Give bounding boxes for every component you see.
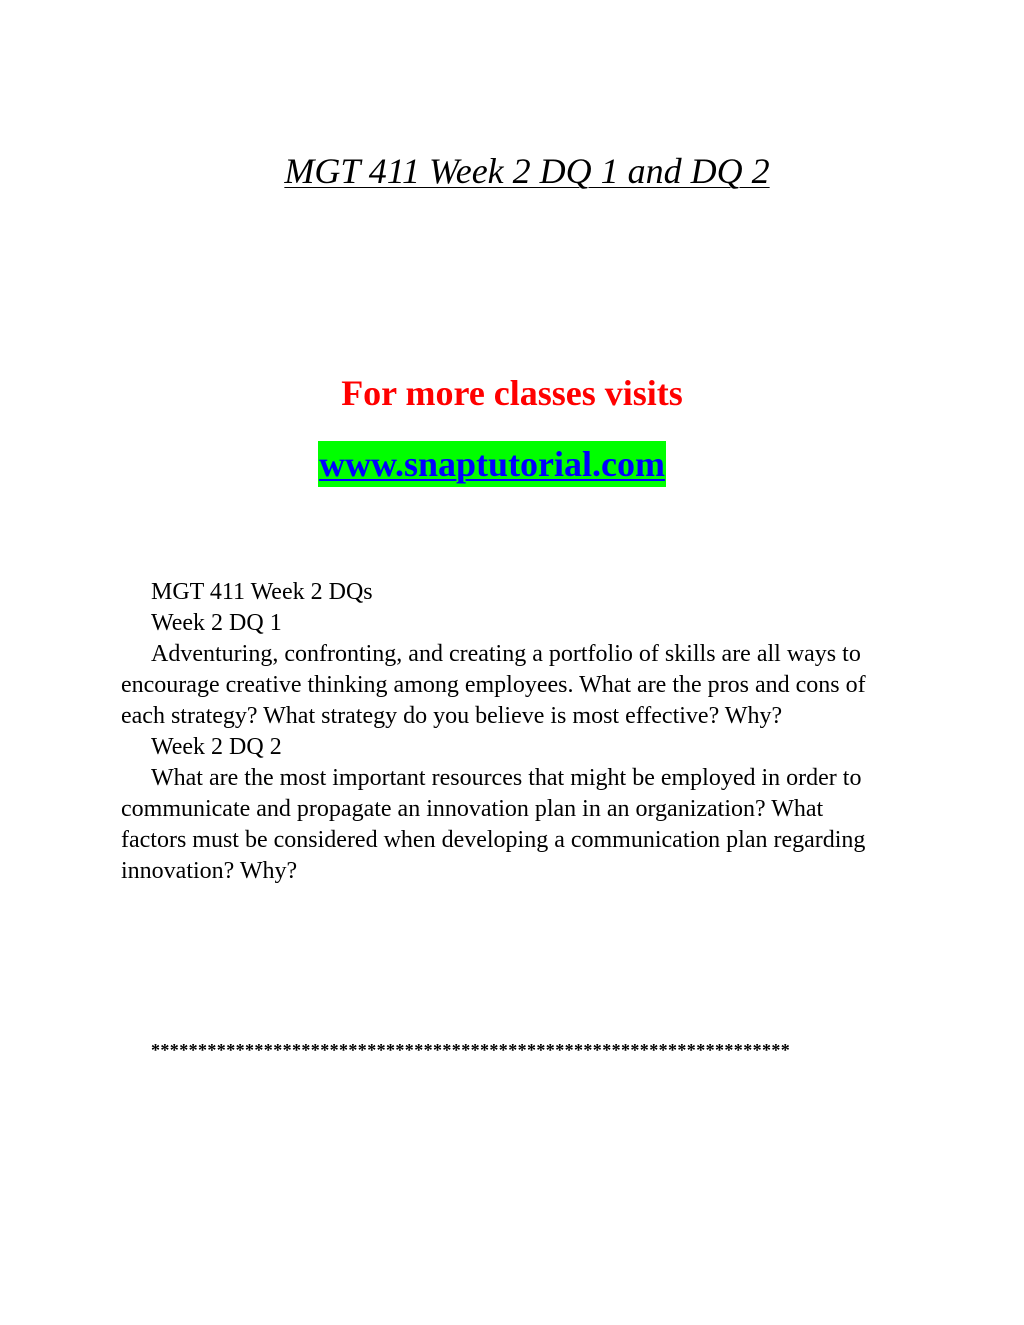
dq1-heading: Week 2 DQ 1 <box>151 610 282 636</box>
dq1-question: Adventuring, confronting, and creating a portfolio of skills are all ways to encourage creative thinking among employees. What are the pros and cons of each strategy? What strategy do you believe is most effective? Why? <box>121 641 866 729</box>
document-title: MGT 411 Week 2 DQ 1 and DQ 2 <box>284 151 770 191</box>
asterisk-separator: ******************************************************************** <box>151 1040 791 1060</box>
dq2-question: What are the most important resources that might be employed in order to communicate and propagate an innovation plan in an organization? What factors must be considered when developing a communication plan regarding innovation? Why? <box>121 765 866 884</box>
website-link[interactable]: www.snaptutorial.com <box>319 444 666 484</box>
dq2-heading: Week 2 DQ 2 <box>151 734 282 760</box>
section-heading-dqs: MGT 411 Week 2 DQs <box>151 579 373 605</box>
website-link-highlight <box>318 441 666 487</box>
document-body <box>121 577 881 887</box>
promo-text: For more classes visits <box>341 373 683 413</box>
